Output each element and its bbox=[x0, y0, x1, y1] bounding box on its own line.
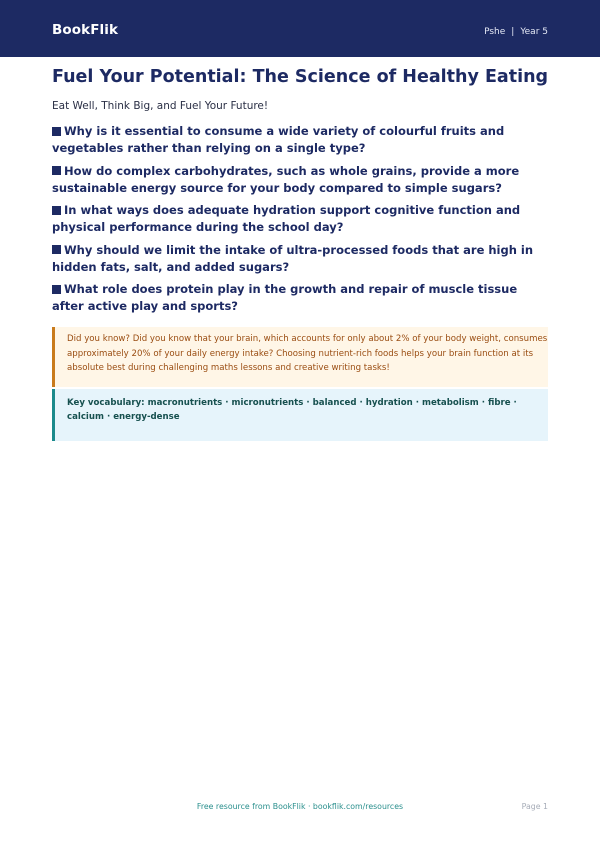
year-label: Year 5 bbox=[520, 27, 548, 37]
question-text: Why should we limit the intake of ultra-processed foods that are high in hidden fats, salt, and added sugars? bbox=[52, 242, 534, 274]
subject-label: Pshe bbox=[484, 27, 506, 37]
vocabulary-text: Key vocabulary: macronutrients · micronutrients · balanced · hydration · metabolism · fibre · calcium · energy-dense bbox=[67, 398, 517, 422]
question-item bbox=[52, 281, 552, 315]
header-meta bbox=[484, 27, 548, 37]
square-bullet-icon bbox=[52, 166, 61, 175]
question-item bbox=[52, 163, 552, 197]
question-text: How do complex carbohydrates, such as whole grains, provide a more sustainable energy source for your body compared to simple sugars? bbox=[52, 163, 520, 195]
page-title: Fuel Your Potential: The Science of Healthy Eating bbox=[52, 67, 549, 87]
question-item bbox=[52, 123, 552, 157]
question-text: In what ways does adequate hydration support cognitive function and physical performance during the school day? bbox=[52, 203, 521, 234]
square-bullet-icon bbox=[52, 206, 61, 215]
brand-logo[interactable]: BookFlik bbox=[52, 22, 119, 38]
page-number: Page 1 bbox=[521, 802, 548, 811]
question-text: Why is it essential to consume a wide variety of colourful fruits and vegetables rather than relying on a single type? bbox=[52, 124, 505, 155]
fact-callout bbox=[52, 327, 548, 387]
square-bullet-icon bbox=[52, 285, 61, 294]
question-item bbox=[52, 202, 552, 236]
footer-link[interactable]: Free resource from BookFlik · bookflik.com/resources bbox=[196, 802, 404, 811]
question-list bbox=[52, 123, 552, 321]
square-bullet-icon bbox=[52, 127, 61, 136]
footer bbox=[0, 802, 600, 816]
page-subtitle: Eat Well, Think Big, and Fuel Your Future! bbox=[52, 100, 269, 112]
vocabulary-callout bbox=[52, 389, 548, 441]
header-bar bbox=[0, 0, 600, 57]
square-bullet-icon bbox=[52, 245, 61, 254]
fact-text: Did you know? Did you know that your brain, which accounts for only about 2% of your body weight, consumes approximately 20% of your daily energy intake? Choosing nutrient-rich foods helps your brain function at its absolute best during challenging maths lessons and creative writing tasks! bbox=[67, 334, 548, 373]
question-item bbox=[52, 242, 552, 276]
meta-separator: | bbox=[511, 27, 515, 37]
question-text: What role does protein play in the growth and repair of muscle tissue after active play and sports? bbox=[52, 282, 518, 313]
